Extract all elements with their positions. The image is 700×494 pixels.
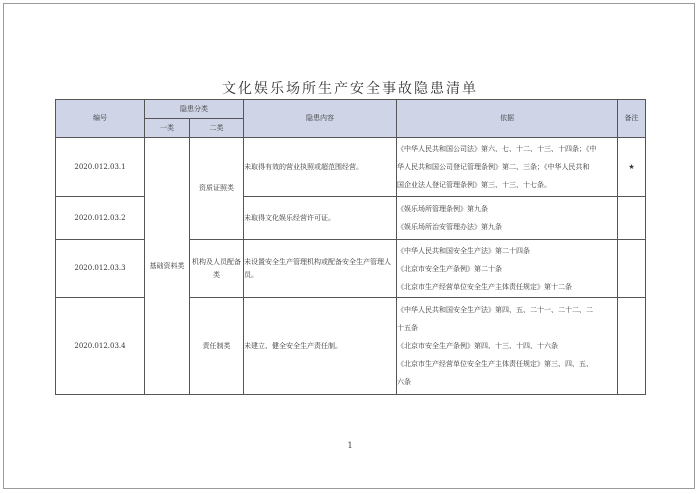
- category-level2: 资质证照类: [190, 138, 244, 240]
- category-level2: 责任制类: [190, 298, 244, 395]
- row-code: 2020.012.03.3: [56, 240, 145, 298]
- category-level2: 机构及人员配备类: [190, 240, 244, 298]
- note-cell: [618, 240, 646, 298]
- hazard-basis: 《中华人民共和国公司法》第六、七、十二、十三、十四条；《中 华人民共和国公司登记管理条例》第二、三条；《中华人民共和 国企业法人登记管理条例》第三、十三、十七条。: [397, 138, 618, 197]
- hazard-content: 未设置安全生产管理机构或配备安全生产管理人员。: [244, 240, 397, 298]
- header-level1: 一类: [145, 119, 190, 138]
- header-note: 备注: [618, 100, 646, 138]
- hazard-content: 未取得文化娱乐经营许可证。: [244, 197, 397, 240]
- category-level1: 基础资料类: [145, 138, 190, 395]
- table-row: [56, 197, 646, 240]
- note-star: ★: [618, 138, 646, 197]
- hazard-content: 未建立、健全安全生产责任制。: [244, 298, 397, 395]
- hazard-basis: 《中华人民共和国安全生产法》第四、五、二十一、二十二、二 十五条 《北京市安全生产条例》第四、十三、十四、十六条 《北京市生产经营单位安全生产主体责任规定》第三、四、五、 六条: [397, 298, 618, 395]
- hazard-basis: 《中华人民共和国安全生产法》第二十四条 《北京市安全生产条例》第二十条 《北京市生产经营单位安全生产主体责任规定》第十二条: [397, 240, 618, 298]
- row-code: 2020.012.03.1: [56, 138, 145, 197]
- header-level2: 二类: [190, 119, 244, 138]
- note-cell: [618, 197, 646, 240]
- hazard-table: [55, 99, 646, 395]
- hazard-content: 未取得有效的营业执照或超范围经营。: [244, 138, 397, 197]
- table-row: [56, 138, 646, 197]
- row-code: 2020.012.03.2: [56, 197, 145, 240]
- row-code: 2020.012.03.4: [56, 298, 145, 395]
- table-row: [56, 298, 646, 395]
- header-basis: 依据: [397, 100, 618, 138]
- table-row: [56, 240, 646, 298]
- note-cell: [618, 298, 646, 395]
- header-code: 编号: [56, 100, 145, 138]
- document-title: 文化娱乐场所生产安全事故隐患清单: [222, 81, 478, 97]
- header-category: 隐患分类: [145, 100, 244, 119]
- header-content: 隐患内容: [244, 100, 397, 138]
- page-number: 1: [347, 441, 353, 450]
- hazard-basis: 《娱乐场所管理条例》第九条 《娱乐场所治安管理办法》第九条: [397, 197, 618, 240]
